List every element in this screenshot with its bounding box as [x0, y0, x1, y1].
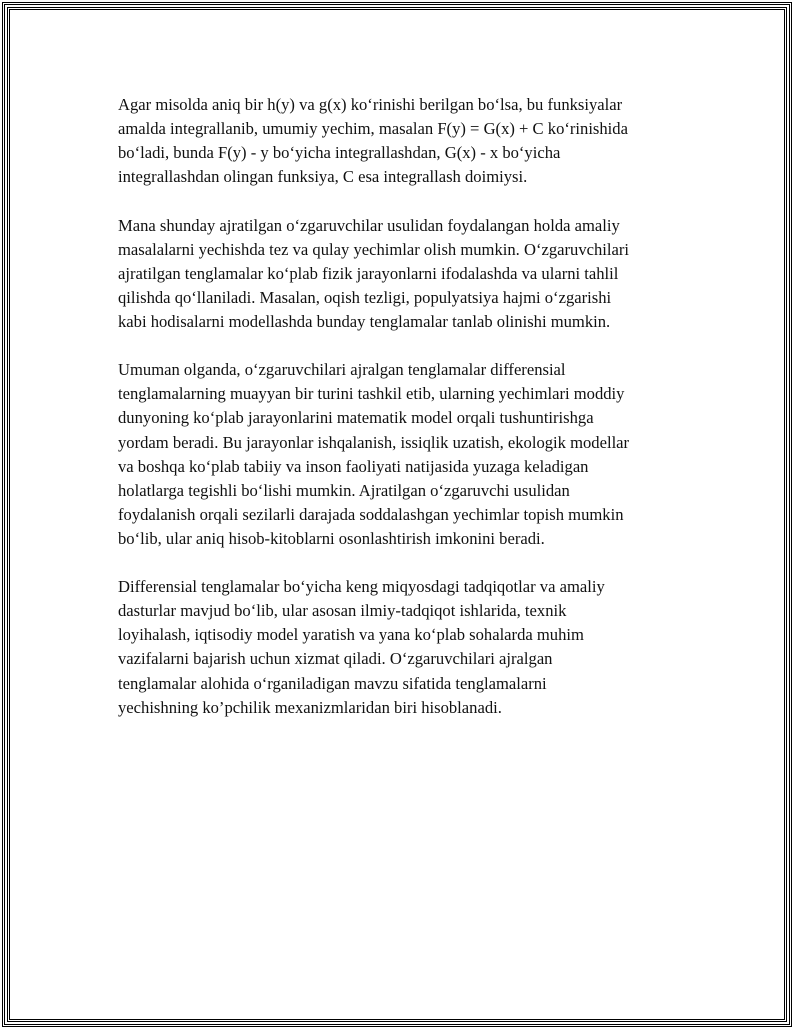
- paragraph-line: yordam beradi. Bu jarayonlar ishqalanish, issiqlik uzatish, ekologik modellar: [118, 432, 630, 452]
- paragraph-line: integrallashdan olingan funksiya, C esa integrallash doimiysi.: [118, 167, 528, 187]
- paragraph-line: vazifalarni bajarish uchun xizmat qiladi. O‘zgaruvchilari ajralgan: [118, 649, 553, 669]
- paragraph-line: kabi hodisalarni modellashda bunday tenglamalar tanlab olinishi mumkin.: [118, 311, 611, 331]
- paragraph-line: amalda integrallanib, umumiy yechim, masalan F(y) = G(x) + C ko‘rinishida: [118, 119, 628, 139]
- paragraph-line: Mana shunday ajratilgan o‘zgaruvchilar usulidan foydalangan holda amaliy: [118, 215, 620, 235]
- paragraph-line: Agar misolda aniq bir h(y) va g(x) ko‘rinishi berilgan bo‘lsa, bu funksiyalar: [118, 95, 623, 114]
- paragraph-line: loyihalash, iqtisodiy model yaratish va yana ko‘plab sohalarda muhim: [118, 625, 584, 645]
- paragraph-1: [118, 93, 690, 189]
- paragraph-line: tenglamalar alohida o‘rganiladigan mavzu sifatida tenglamalarni: [118, 673, 547, 693]
- document-body: [118, 93, 690, 744]
- paragraph-line: dunyoning ko‘plab jarayonlarini matematik model orqali tushuntirishga: [118, 408, 594, 428]
- paragraph-line: bo‘lib, ular aniq hisob-kitoblarni osonlashtirish imkonini beradi.: [118, 528, 545, 548]
- paragraph-line: dasturlar mavjud bo‘lib, ular asosan ilmiy-tadqiqot ishlarida, texnik: [118, 601, 567, 621]
- paragraph-line: Umuman olganda, o‘zgaruvchilari ajralgan tenglamalar differensial: [118, 360, 566, 380]
- paragraph-line: holatlarga tegishli bo‘lishi mumkin. Ajratilgan o‘zgaruvchi usulidan: [118, 480, 570, 500]
- paragraph-4: [118, 575, 690, 720]
- paragraph-line: Differensial tenglamalar bo‘yicha keng miqyosdagi tadqiqotlar va amaliy: [118, 577, 605, 597]
- paragraph-line: masalalarni yechishda tez va qulay yechimlar olish mumkin. O‘zgaruvchilari: [118, 239, 630, 259]
- paragraph-line: yechishning ko’pchilik mexanizmlaridan biri hisoblanadi.: [118, 697, 502, 717]
- paragraph-line: va boshqa ko‘plab tabiiy va inson faoliyati natijasida yuzaga keladigan: [118, 456, 589, 476]
- paragraph-line: foydalanish orqali sezilarli darajada soddalashgan yechimlar topish mumkin: [118, 504, 624, 524]
- paragraph-line: tenglamalarning muayyan bir turini tashkil etib, ularning yechimlari moddiy: [118, 384, 625, 404]
- paragraph-line: ajratilgan tenglamalar ko‘plab fizik jarayonlarni ifodalashda va ularni tahlil: [118, 263, 619, 283]
- paragraph-line: bo‘ladi, bunda F(y) - y bo‘yicha integrallashdan, G(x) - x bo‘yicha: [118, 143, 561, 163]
- paragraph-2: [118, 214, 690, 334]
- paragraph-3: [118, 358, 690, 551]
- paragraph-line: qilishda qo‘llaniladi. Masalan, oqish tezligi, populyatsiya hajmi o‘zgarishi: [118, 287, 612, 307]
